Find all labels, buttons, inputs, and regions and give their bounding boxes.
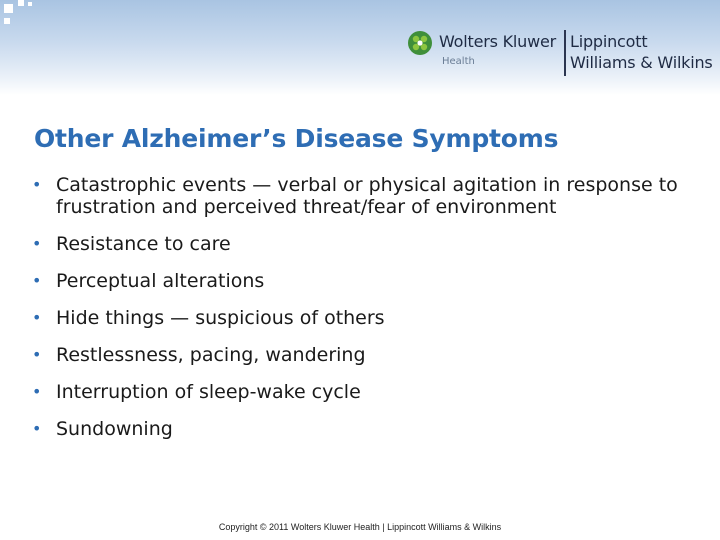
bullet-text: Interruption of sleep-wake cycle <box>56 381 361 403</box>
logo-lippincott-text: Lippincott <box>570 32 648 51</box>
bullet-item <box>32 418 692 440</box>
logo-williams-wilkins-text: Williams & Wilkins <box>570 53 713 72</box>
bullet-dot-icon: • <box>32 234 42 253</box>
wolters-kluwer-mark-icon <box>407 30 433 56</box>
bullet-dot-icon: • <box>32 419 42 438</box>
bullet-text: Catastrophic events — verbal or physical agitation in response to frustration and perceived threat/fear of environment <box>56 174 678 218</box>
bullet-item <box>32 307 692 329</box>
bullet-text: Sundowning <box>56 418 173 440</box>
bullet-dot-icon: • <box>32 308 42 327</box>
bullet-dot-icon: • <box>32 271 42 290</box>
bullet-item <box>32 270 692 292</box>
bullet-text: Perceptual alterations <box>56 270 265 292</box>
logo-wolters-kluwer-text: Wolters Kluwer <box>439 32 557 51</box>
bullet-dot-icon: • <box>32 175 42 194</box>
bullet-text: Hide things — suspicious of others <box>56 307 385 329</box>
publisher-logo <box>407 28 717 78</box>
bullet-list <box>32 174 692 455</box>
logo-health-text: Health <box>442 56 475 67</box>
bullet-dot-icon: • <box>32 345 42 364</box>
bullet-text: Restlessness, pacing, wandering <box>56 344 366 366</box>
slide-title: Other Alzheimer’s Disease Symptoms <box>34 124 559 153</box>
bullet-text: Resistance to care <box>56 233 231 255</box>
bullet-item <box>32 233 692 255</box>
bullet-dot-icon: • <box>32 382 42 401</box>
logo-divider <box>564 30 566 76</box>
copyright-footer: Copyright © 2011 Wolters Kluwer Health | Lippincott Williams & Wilkins <box>218 522 502 532</box>
bullet-item <box>32 381 692 403</box>
bullet-item <box>32 174 692 218</box>
bullet-item <box>32 344 692 366</box>
